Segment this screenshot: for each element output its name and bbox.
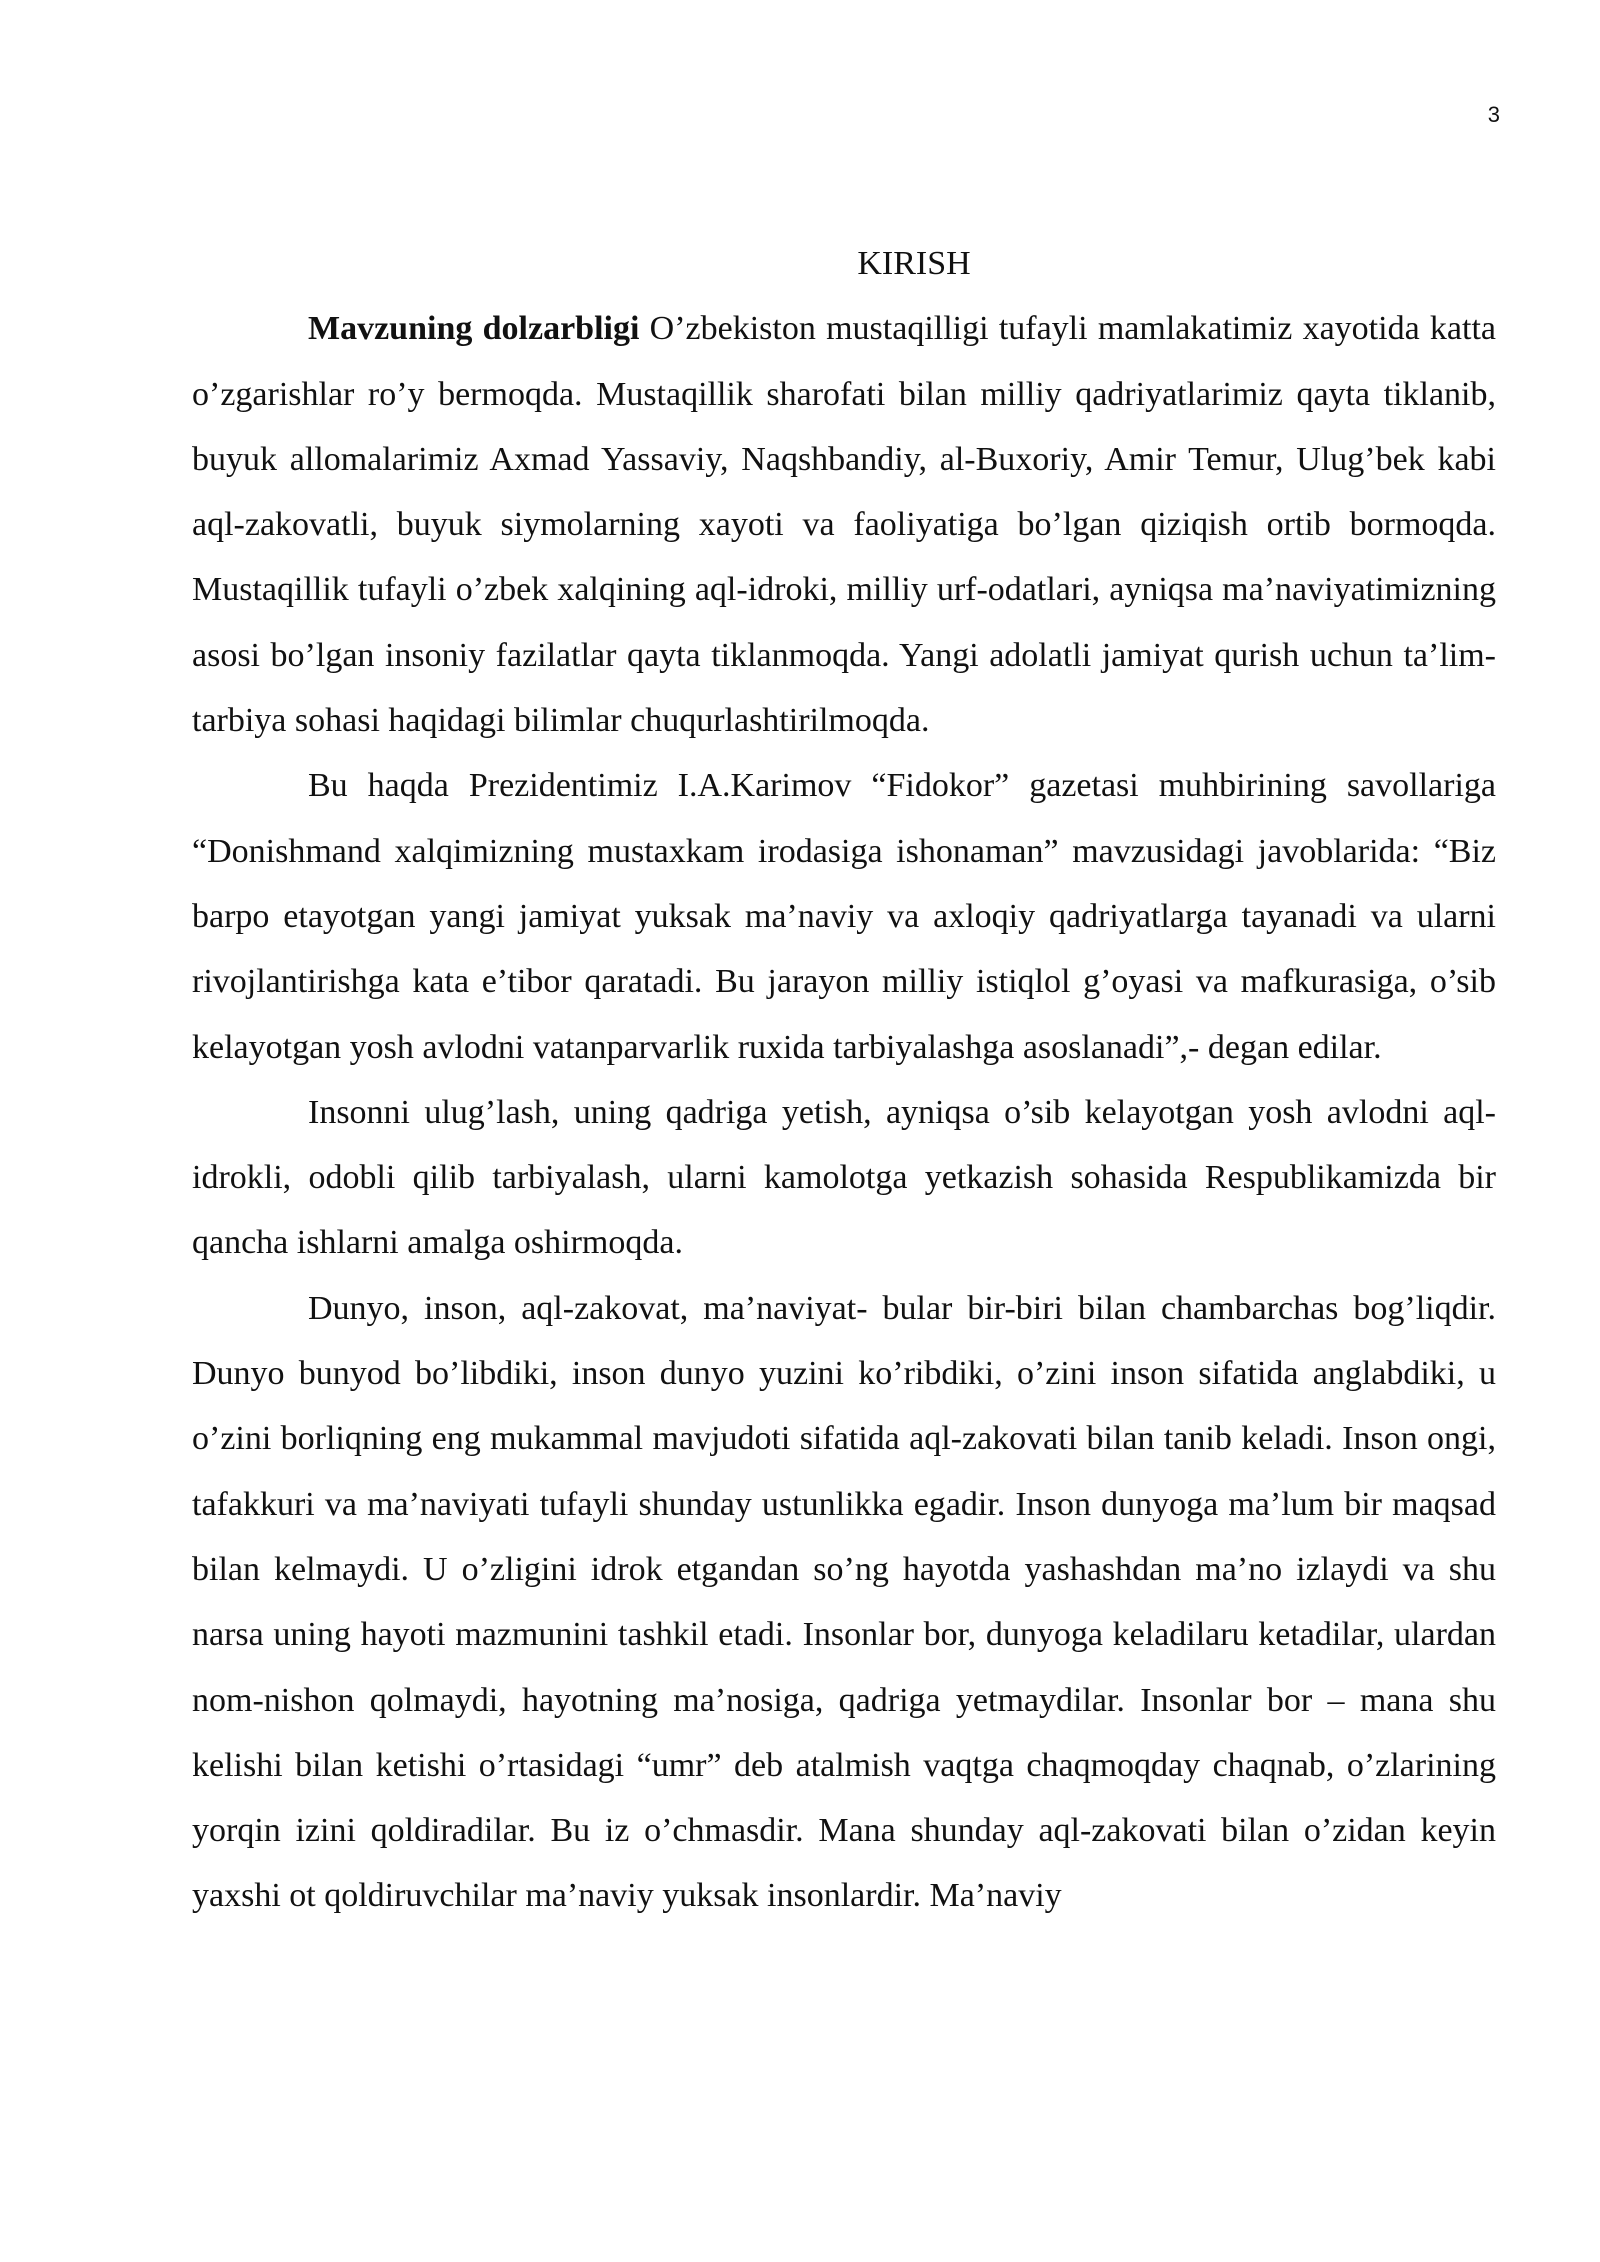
section-heading: KIRISH bbox=[857, 245, 971, 282]
paragraph-lead-bold: Mavzuning dolzarbligi bbox=[308, 310, 640, 348]
paragraph-upbringing: Insonni ulug’lash, uning qadriga yetish, ayniqsa o’sib kelayotgan yosh avlodni aql-idrokli, odobli qilib tarbiyalash, ularni kamolotga yetkazish sohasida Respublikamizda bir qancha ishlarni amalga oshirmoqda. bbox=[192, 1093, 1496, 1262]
paragraph-president-quote: Bu haqda Prezidentimiz I.A.Karimov “Fidokor” gazetasi muhbirining savollariga “Donishmand xalqimizning mustaxkam irodasiga ishonaman” mavzusidagi javoblarida: “Biz barpo etayotgan yangi jamiyat yuksak ma’naviy va axloqiy qadriyatlarga tayanadi va ularni rivojlantirishga kata e’tibor qaratadi. Bu jarayon milliy istiqlol g’oyasi va mafkurasiga, o’sib kelayotgan yosh avlodni vatanparvarlik ruxida tarbiyalashga asoslanadi”,- degan edilar. bbox=[192, 767, 1496, 1066]
paragraph-relevance bbox=[192, 296, 1496, 753]
page-number: 3 bbox=[1487, 102, 1500, 127]
document-body bbox=[192, 231, 1496, 1929]
paragraph-text: O’zbekiston mustaqilligi tufayli mamlakatimiz xayotida katta o’zgarishlar ro’y bermoqda. Mustaqillik sharofati bilan milliy qadriyatlarimiz qayta tiklanib, buyuk allomalarimiz Axmad Yassaviy, Naqshbandiy, al-Buxoriy, Amir Temur, Ulug’bek kabi aql-zakovatli, buyuk siymolarning xayoti va faoliyatiga bo’lgan qiziqish ortib bormoqda. Mustaqillik tufayli o’zbek xalqining aql-idroki, milliy urf-odatlari, ayniqsa ma’naviyatimizning asosi bo’lgan insoniy fazilatlar qayta tiklanmoqda. Yangi adolatli jamiyat qurish uchun ta’lim-tarbiya sohasi haqidagi bilimlar chuqurlashtirilmoqda. bbox=[192, 310, 1497, 740]
paragraph-spirituality: Dunyo, inson, aql-zakovat, ma’naviyat- bular bir-biri bilan chambarchas bog’liqdir. Dunyo bunyod bo’libdiki, inson dunyo yuzini ko’ribdiki, o’zini inson sifatida anglabdiki, u o’zini borliqning eng mukammal mavjudoti sifatida aql-zakovati bilan tanib keladi. Inson ongi, tafakkuri va ma’naviyati tufayli shunday ustunlikka egadir. Inson dunyoga ma’lum bir maqsad bilan kelmaydi. U o’zligini idrok etgandan so’ng hayotda yashashdan ma’no izlaydi va shu narsa uning hayoti mazmunini tashkil etadi. Insonlar bor, dunyoga keladilaru ketadilar, ulardan nom-nishon qolmaydi, hayotning ma’nosiga, qadriga yetmaydilar. Insonlar bor – mana shu kelishi bilan ketishi o’rtasidagi “umr” deb atalmish vaqtga chaqmoqday chaqnab, o’zlarining yorqin izini qoldiradilar. Bu iz o’chmasdir. Mana shunday aql-zakovati bilan o’zidan keyin yaxshi ot qoldiruvchilar ma’naviy yuksak insonlardir. Ma’naviy bbox=[192, 1289, 1496, 1915]
